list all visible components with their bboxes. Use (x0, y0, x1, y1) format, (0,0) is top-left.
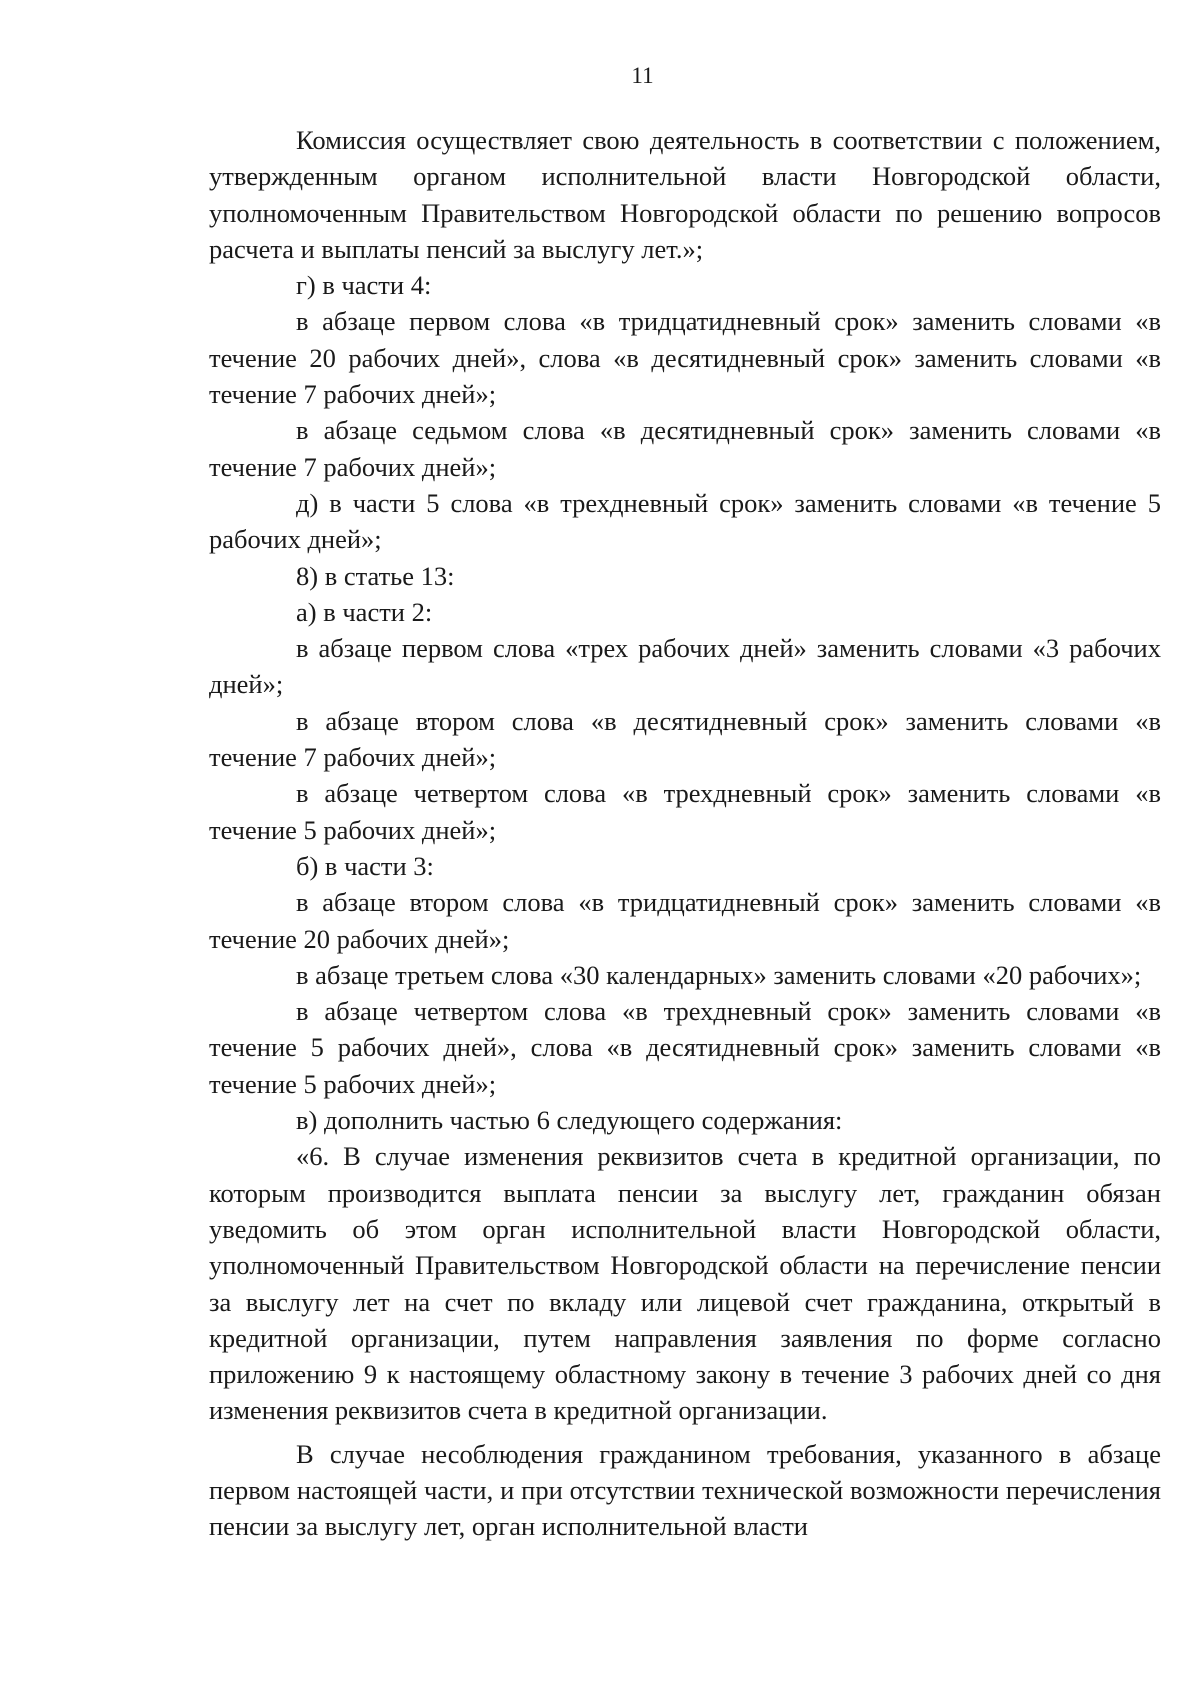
paragraph: «6. В случае изменения реквизитов счета в кредитной организации, по которым производится выплата пенсии за выслугу лет, гражданин обязан уведомить об этом орган исполнительной власти Новгородской области, уполномоченный Правительством Новгородской области на перечисление пенсии за выслугу лет на счет по вкладу или лицевой счет гражданина, открытый в кредитной организации, путем направления заявления по форме согласно приложению 9 к настоящему областному закону в течение 3 рабочих дней со дня изменения реквизитов счета в кредитной организации. (209, 1141, 1161, 1426)
document-body (209, 122, 1161, 1545)
paragraph: в абзаце третьем слова «30 календарных» заменить словами «20 рабочих»; (296, 959, 1142, 990)
paragraph: а) в части 2: (296, 596, 433, 627)
paragraph: в абзаце седьмом слова «в десятидневный срок» заменить словами «в течение 7 рабочих дней»; (209, 415, 1161, 482)
paragraph: в абзаце втором слова «в десятидневный срок» заменить словами «в течение 7 рабочих дней»; (209, 705, 1161, 773)
paragraph: Комиссия осуществляет свою деятельность в соответствии с положением, утвержденным органом исполнительной власти Новгородской области, уполномоченным Правительством Новгородской области по решению вопросов расчета и выплаты пенсий за выслугу лет.»; (209, 125, 1161, 264)
paragraph: 8) в статье 13: (296, 560, 455, 591)
paragraph: в абзаце втором слова «в тридцатидневный срок» заменить словами «в течение 20 рабочих дней»; (209, 887, 1161, 954)
paragraph: В случае несоблюдения гражданином требования, указанного в абзаце первом настоящей части, и при отсутствии технической возможности перечисления пенсии за выслугу лет, орган исполнительной власти (209, 1438, 1161, 1542)
paragraph: г) в части 4: (296, 270, 432, 301)
paragraph: в абзаце первом слова «трех рабочих дней» заменить словами «3 рабочих дней»; (209, 633, 1161, 700)
paragraph: б) в части 3: (296, 850, 434, 881)
paragraph: в абзаце первом слова «в тридцатидневный срок» заменить словами «в течение 20 рабочих дней», слова «в десятидневный срок» заменить словами «в течение 7 рабочих дней»; (209, 306, 1161, 410)
paragraph: в) дополнить частью 6 следующего содержания: (296, 1105, 843, 1136)
paragraph: в абзаце четвертом слова «в трехдневный срок» заменить словами «в течение 5 рабочих дней»; (209, 778, 1161, 845)
paragraph: в абзаце четвертом слова «в трехдневный срок» заменить словами «в течение 5 рабочих дней», слова «в десятидневный срок» заменить словами «в течение 5 рабочих дней»; (209, 996, 1161, 1099)
page-number: 11 (631, 63, 654, 88)
paragraph: д) в части 5 слова «в трехдневный срок» заменить словами «в течение 5 рабочих дней»; (209, 487, 1161, 555)
